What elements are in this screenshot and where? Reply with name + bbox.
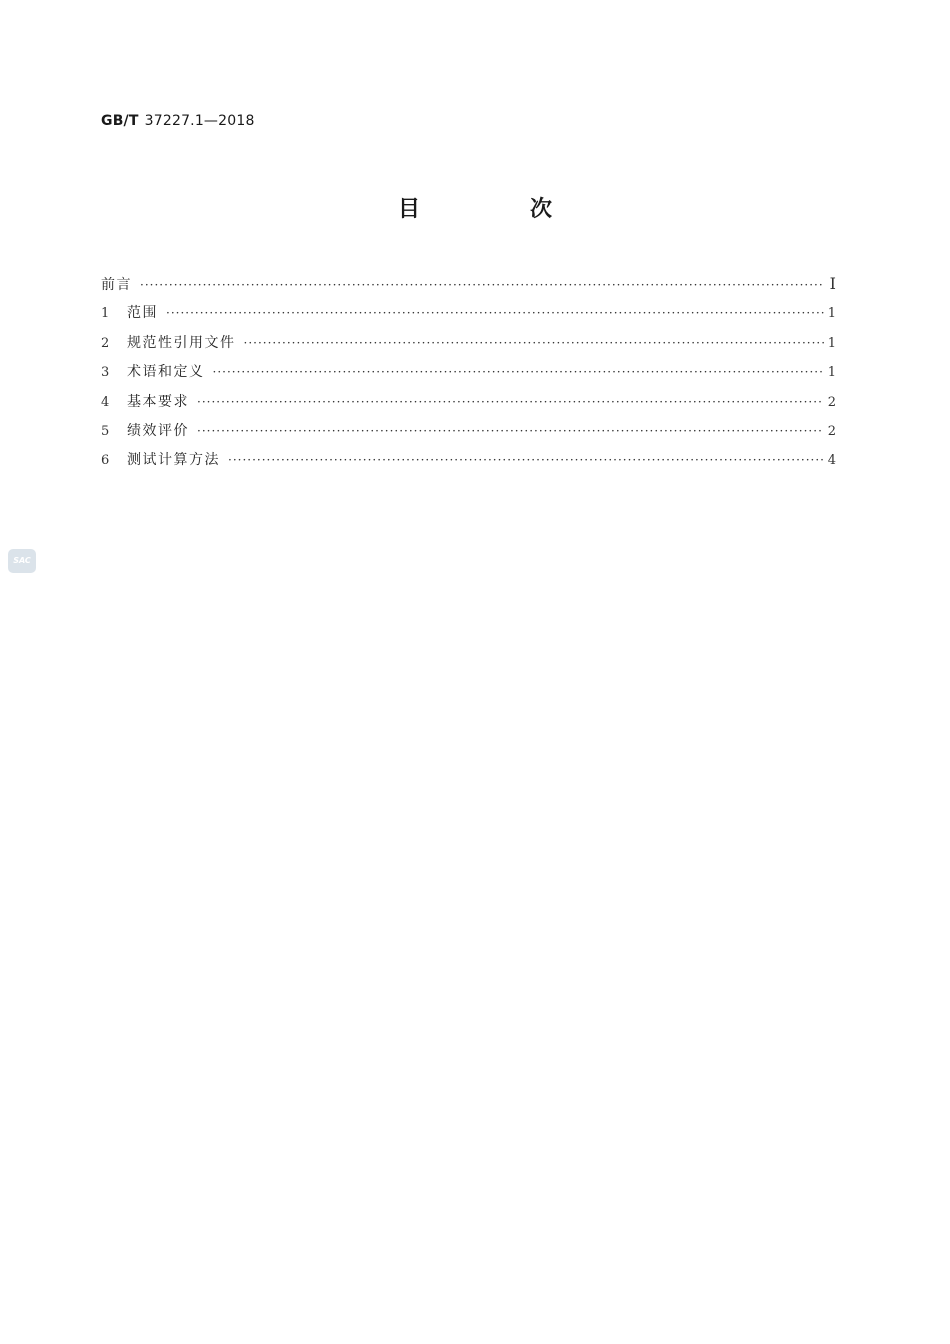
toc-leader-dots bbox=[228, 448, 824, 472]
toc-entry-performance-evaluation[interactable] bbox=[101, 419, 836, 448]
toc-entry-number: 3 bbox=[101, 365, 110, 381]
toc-entry-basic-requirements[interactable] bbox=[101, 390, 836, 419]
toc-entry-label: 测试计算方法 bbox=[127, 452, 220, 469]
toc-entry-page: Ⅰ bbox=[829, 274, 836, 293]
toc-entry-number: 5 bbox=[101, 423, 110, 439]
standard-prefix: GB/T bbox=[101, 113, 139, 129]
sac-logo-icon: SAC bbox=[8, 549, 36, 573]
toc-entry-label: 范围 bbox=[127, 305, 158, 322]
toc-entry-page: 1 bbox=[827, 365, 836, 381]
toc-entry-label: 基本要求 bbox=[127, 393, 189, 410]
toc-leader-dots bbox=[140, 273, 824, 297]
toc-entry-terms-definitions[interactable] bbox=[101, 360, 836, 389]
toc-entry-label: 前言 bbox=[101, 277, 132, 293]
toc-entry-test-calculation[interactable] bbox=[101, 448, 836, 477]
toc-entry-number: 4 bbox=[101, 394, 110, 410]
toc-entry-foreword[interactable] bbox=[101, 272, 836, 301]
toc-entry-label: 绩效评价 bbox=[127, 422, 189, 439]
toc-entry-page: 2 bbox=[827, 394, 836, 410]
standard-code: 37227.1—2018 bbox=[144, 113, 255, 129]
toc-entry-page: 2 bbox=[827, 423, 836, 439]
toc-leader-dots bbox=[197, 390, 824, 414]
toc-leader-dots bbox=[197, 419, 824, 443]
toc-leader-dots bbox=[213, 360, 824, 384]
toc-entry-label: 规范性引用文件 bbox=[127, 334, 236, 351]
table-of-contents bbox=[101, 272, 836, 478]
toc-entry-page: 1 bbox=[827, 306, 836, 322]
toc-entry-scope[interactable] bbox=[101, 301, 836, 330]
toc-entry-number: 2 bbox=[101, 335, 110, 351]
toc-entry-number: 6 bbox=[101, 453, 110, 469]
toc-entry-number: 1 bbox=[101, 306, 110, 322]
toc-entry-page: 1 bbox=[827, 335, 836, 351]
toc-title: 目 次 bbox=[397, 197, 596, 222]
toc-entry-label: 术语和定义 bbox=[127, 364, 205, 381]
toc-leader-dots bbox=[166, 301, 824, 325]
toc-leader-dots bbox=[244, 331, 824, 355]
standard-number bbox=[101, 113, 255, 129]
toc-entry-page: 4 bbox=[827, 453, 836, 469]
toc-entry-normative-references[interactable] bbox=[101, 331, 836, 360]
